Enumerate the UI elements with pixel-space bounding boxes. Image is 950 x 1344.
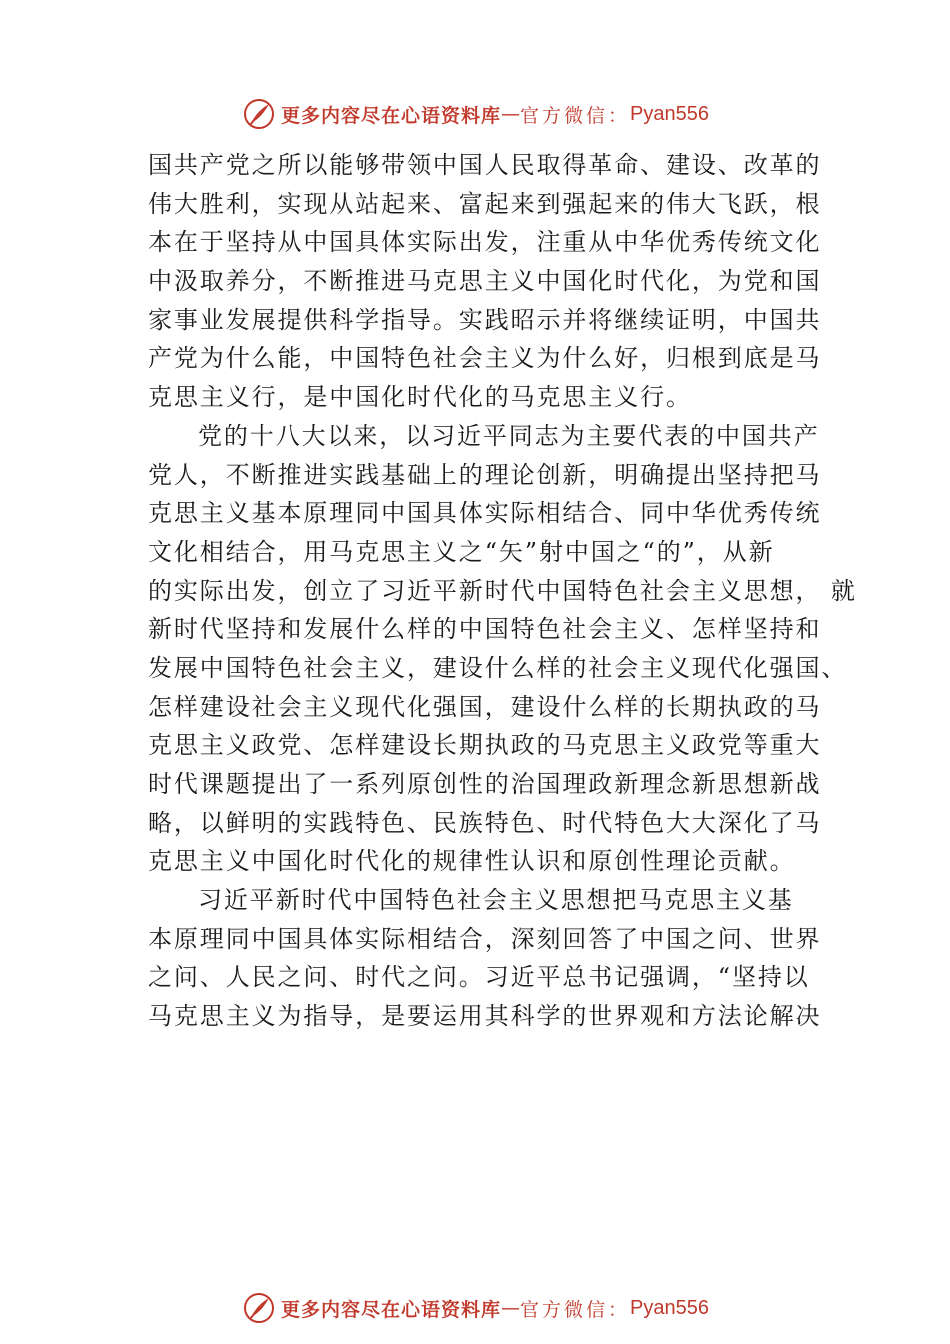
text-line: 克思主义行，是中国化时代化的马克思主义行。	[148, 383, 692, 412]
text-line: 克思主义政党、怎样建设长期执政的马克思主义政党等重大	[148, 731, 822, 760]
text-line: 怎样建设社会主义现代化强国，建设什么样的长期执政的马	[148, 692, 822, 721]
text-line: 的实际出发，创立了习近平新时代中国特色社会主义思想， 就	[148, 576, 857, 605]
text-line: 国共产党之所以能够带领中国人民取得革命、建设、改革的	[148, 151, 822, 179]
banner-wechat-label: 官方微信：	[520, 104, 631, 127]
banner-wechat-label: 官方微信：	[520, 1298, 631, 1321]
text-line: 中汲取养分，不断推进马克思主义中国化时代化，为党和国	[148, 267, 822, 296]
banner-separator: —	[501, 103, 521, 125]
text-line: 文化相结合，用马克思主义之“矢”射中国之“的”，从新	[148, 537, 775, 566]
text-line: 新时代坚持和发展什么样的中国特色社会主义、怎样坚持和	[148, 615, 822, 644]
banner-wechat-id: Pyan556	[630, 102, 709, 125]
text-line: 时代课题提出了一系列原创性的治国理政新理念新思想新战	[148, 770, 822, 798]
text-line: 本原理同中国具体实际相结合，深刻回答了中国之问、世界	[148, 924, 822, 953]
footer-banner	[0, 1286, 950, 1330]
text-line: 伟大胜利，实现从站起来、富起来到强起来的伟大飞跃，根	[148, 189, 822, 218]
text-line: 本在于坚持从中国具体实际出发，注重从中华优秀传统文化	[148, 228, 822, 257]
text-line: 马克思主义为指导，是要运用其科学的世界观和方法论解决	[148, 1002, 822, 1031]
header-banner	[0, 92, 950, 136]
banner-separator: —	[501, 1297, 521, 1319]
paragraph-first-line: 习近平新时代中国特色社会主义思想把马克思主义基	[198, 886, 794, 915]
text-line: 之问、人民之问、时代之问。习近平总书记强调，“坚持以	[148, 963, 810, 992]
quill-logo-icon	[241, 96, 277, 132]
banner-title: 更多内容尽在心语资料库	[281, 104, 502, 127]
text-line: 发展中国特色社会主义，建设什么样的社会主义现代化强国、	[148, 653, 848, 682]
text-line: 产党为什么能，中国特色社会主义为什么好，归根到底是马	[148, 344, 822, 373]
paragraph-first-line: 党的十八大以来，以习近平同志为主要代表的中国共产	[198, 421, 820, 450]
banner-title: 更多内容尽在心语资料库	[281, 1298, 502, 1321]
text-line: 略，以鲜明的实践特色、民族特色、时代特色大大深化了马	[148, 808, 822, 837]
banner-wechat-id: Pyan556	[630, 1296, 709, 1319]
quill-logo-icon	[241, 1290, 277, 1326]
text-line: 克思主义基本原理同中国具体实际相结合、同中华优秀传统	[148, 499, 822, 528]
text-line: 克思主义中国化时代化的规律性认识和原创性理论贡献。	[148, 847, 796, 876]
text-line: 家事业发展提供科学指导。实践昭示并将继续证明，中国共	[148, 305, 822, 334]
text-line: 党人，不断推进实践基础上的理论创新，明确提出坚持把马	[148, 460, 822, 489]
document-body	[148, 146, 857, 1036]
